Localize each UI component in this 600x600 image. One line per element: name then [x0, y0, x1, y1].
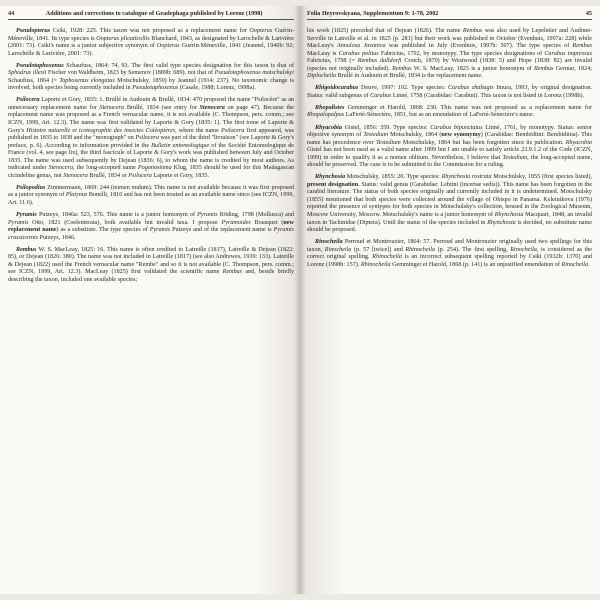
text-run: Pogonostoma [137, 165, 172, 172]
text-run: (Casale, 1988; Lorenz, 1998a). [178, 85, 256, 92]
text-run: Annulosa Javanica [336, 43, 386, 50]
text-run: Guérin-Méneville, 1841. Its type species is [8, 28, 294, 42]
text-run: Rhynchosia [487, 219, 516, 226]
text-run: Guérin-Méneville, 1841 (Jeannel, 1940b: 92; Larochelle & Larivière, 2001: 73). [8, 43, 294, 57]
text-run: Pyramis crassicornis [8, 227, 294, 241]
text-run: Crotch, 1870) by Westwood (1838: 5) and Hope (1838: 82) are invalid (species not originally included). [307, 58, 592, 72]
taxon-name: Rhyacobia [315, 124, 342, 131]
text-run: (p. 254). The first spelling, [435, 246, 511, 253]
text-run: Rhynchosia [494, 212, 524, 219]
text-run: Carabus zhabagis [448, 85, 494, 92]
text-run: Putzeys, 1846a: 523, 576. This name is a junior homonym of [36, 212, 198, 219]
text-run: , where the name [175, 127, 221, 134]
text-run: Taphoxenus elongatus [59, 77, 115, 84]
text-run: new replacement name [8, 219, 294, 234]
text-run: Brullé, 1834 (see entry for [124, 104, 200, 111]
text-run: Psilocera [220, 127, 245, 134]
left-page-header [8, 10, 294, 20]
text-run: present designation [307, 181, 359, 188]
text-run: , is considered as the correct original spelling. [307, 246, 593, 261]
taxon-name: Rhopalistes [315, 104, 345, 111]
text-run: Brullé in Audouin et Brullé, 1834 is the replacement name. [336, 73, 483, 80]
taxon-paragraph [8, 185, 294, 208]
text-run: Motschulsky, 1855: 20. Type species: [345, 174, 442, 181]
text-run: was also used by Lepeletier and Audinet-Serville in Latreille et al. in 1825 (p. 281) but their work was published in October (Evenhuis, 1997a: 228) while MacLeay's [307, 28, 592, 50]
text-run: Rhinocheila [405, 246, 436, 253]
text-run: Fischer von Waldheim, 1823 by Semenov (1889b: 689), not that of [46, 70, 215, 77]
text-run: Motschulsky, 1864 ( [388, 132, 442, 139]
text-run: Rembus dalldorfi [357, 58, 402, 65]
text-run: Gistel, 1856: 359. Type species: [341, 124, 431, 131]
taxon-paragraph [8, 212, 294, 242]
text-run: Laporte et Gory, 1835. [151, 172, 210, 179]
text-run: was published in July (Evenhuis, 1997b: 507). The type species of [385, 43, 573, 50]
taxon-paragraph [8, 97, 294, 180]
text-run: Bousquet ( [250, 219, 284, 226]
text-run: Putzeys, 1846. [38, 234, 76, 241]
text-run: Deuve, 1997: 192. Type species: [358, 85, 449, 92]
text-run: Pyramis [8, 219, 29, 226]
text-run: Oopterus [156, 43, 180, 50]
text-run: Fabricius, 1798 (= [307, 58, 358, 65]
text-run: Schaufuss, 1864 (= [8, 77, 60, 84]
text-run: Klug, 1835 should be used for this Madagascan cicindeline genus, not [8, 165, 294, 179]
text-run: Motschulsky, 1850) by Jeannel (1914: 237). No taxonomic change is involved, both species being currently included in [8, 77, 294, 92]
text-run: Pyramoides [221, 219, 251, 226]
text-run: on page 47). Because the replacement name was proposed as a French vernacular name, it is not available (C. Thompson, pers. comm.; see ICZN, 1999, Art. 12.3). The name was first validated by Laporte & Gory (1835: 1). The first tome of Laporte & Gory's [8, 104, 294, 134]
taxon-name: Psilocera [16, 97, 40, 104]
taxon-name: Stenocera [199, 104, 225, 111]
text-run: Platynus [65, 192, 88, 199]
text-run: Testedium [375, 139, 401, 146]
taxon-paragraph [8, 28, 294, 58]
text-run: , the long-accepted name, should be preserved. The case is to be submitted to the Commission for a ruling. [307, 154, 592, 169]
text-run: , the long-accepted name [73, 165, 138, 172]
taxon-name: Psilopodius [16, 184, 46, 191]
text-run: Germar, 1824; [553, 65, 592, 72]
taxon-name: Rembus [16, 246, 37, 253]
taxon-paragraph [307, 239, 592, 269]
text-run: Carabus bipunctatus [430, 124, 483, 131]
text-run: Stenocera [48, 165, 74, 172]
text-run: Rhinocheila [372, 254, 402, 261]
taxon-paragraph [8, 63, 294, 93]
page-number: 45 [585, 10, 592, 17]
text-run: Rinocheila [561, 261, 589, 268]
taxon-paragraph [307, 174, 592, 234]
text-run: Rembus [222, 269, 243, 276]
running-head: Additions and corrections to catalogue of Geadephaga published by Lorenz (1998) [45, 10, 263, 17]
taxon-name: Pseudotaphoxenus [16, 62, 64, 69]
text-run: is an incorrect subsequent spelling reported by Csiki (1932b: 1370) and Lorenz (1998b: 157). [307, 254, 592, 268]
text-run: Putzeys and of the replacement name is [170, 227, 274, 234]
text-run: Rembus [533, 65, 554, 72]
text-run: . Status: valid genus (Carabidae: Lebiini (incertae sedis)). This name has been forgotten in the carabid literature. The status of both species originally and currently included in it is undetermined. Motschulsky (1855) mentioned that both species were collected around the village of Obispo in Panama. Keleinikova (1976) reported the presence of syntypes for both species in Motschulsky's collection, housed in the Zoological Museum, Moscow University, Moscow. Motschulsky's name is a junior homonym of [307, 181, 592, 219]
book-gutter [294, 6, 306, 594]
text-run: Rembus [462, 28, 483, 34]
text-run: Rinocheila [324, 246, 352, 253]
text-run: Testedium [363, 132, 389, 139]
text-run: Linné, 1758 (Carabidae: Carabini). This taxon is not listed in Lorenz (1998b). [391, 92, 585, 99]
text-run: Rembus [572, 43, 592, 50]
text-run: was part of the third "livraison" (see Laporte & Gory's preface, p. 6). According to information provided in the [8, 135, 294, 149]
text-run: Histoire naturelle et iconographie des insectes Coléoptères [26, 127, 176, 134]
text-run: Carabus politus [338, 50, 379, 57]
text-run: W. S. MacLeay, 1825: 16. This name is often credited to Latreille (1817), Latreille & Dejean (1822: 85), or Dejean (1826: 380). The name was not included in Latreille (1817) (see also Andrewes, 1939: 133). Latreille & Dejean (1822) used the French vernacular name "Rembe" and so it is not available (C. Thompson, pers. comm.; see ICZN, 1999, Art. 12.3). MacLeay (1825) first validated the scientific name [8, 246, 294, 276]
text-run: Perroud et Montrouzier, 1864: 57. Perroud and Montrouzier originally used two spellings for this taxon, [307, 239, 592, 253]
right-page [300, 6, 600, 594]
text-run: Motschulsky, 1855 (first species listed), [491, 174, 592, 181]
text-run: Csiki, 1928: 225. This taxon was not proposed as a replacement name for [50, 28, 250, 34]
text-run: Rinocheila [510, 246, 537, 253]
text-run: Testedium [502, 154, 528, 161]
text-run: Pseudotaphoxenus [132, 85, 179, 92]
text-run: Brullé, 1834 or [87, 172, 129, 179]
text-run: MacLeay is [307, 50, 339, 57]
text-run: Rhopalopalpus [307, 112, 345, 119]
taxon-name: Rinocheila [315, 239, 343, 246]
text-run: Stenocera [63, 172, 88, 179]
text-run: is decided, no substitute name should be proposed. [307, 219, 592, 234]
taxon-paragraph [307, 125, 592, 170]
text-run: Gistel has not been used as a valid name after 1899 but I am unable to satisfy article 23.9.1.2 of the Code (ICZN, 1999) in order to qualify it as a nomen oblitum. Nevertheless, I believe that [307, 147, 592, 161]
taxon-paragraph [307, 105, 592, 120]
text-run: Laporte et Gory, 1835: 1. Brullé in Audouin & Brullé, 1834: 470 proposed the name "Psilocère" as an unnecessary replacement name for [8, 97, 294, 111]
text-run: Linné, 1761, by monotypy. Status: senior objective synonym of [307, 124, 592, 139]
text-run: Sphodrus illesii [8, 70, 47, 77]
text-run: Pyramis [197, 212, 218, 219]
text-run: Motschulsky, 1864 but has been forgotten since its publication. [400, 139, 566, 146]
text-run: . [588, 261, 590, 268]
text-run: first appeared, was published in 1835 to 1838 and the "monograph" on [8, 127, 294, 142]
text-run: Bonelli, 1810 and has not been treated as an available name since (see ICZN, 1999, Art. 11.6). [8, 192, 294, 206]
taxon-name: Pyramis [16, 212, 37, 219]
text-run: and, beside briefly describing the taxon, included one available species; [8, 269, 295, 283]
taxon-paragraph [307, 85, 592, 100]
right-text-column [307, 28, 592, 269]
text-run: Fabricius, 1792, by monotypy. The type species designations of [378, 50, 545, 57]
text-run: Pseudotaphoxenus motschulskyi [214, 70, 294, 77]
text-run: of the Société Entomologique de France (vol. 4, see page lix), the third fascicule of Laporte & Gory's work was published between July and October 1835. The name was used subsequently by Dejean (1836: 6), to whom the name is credited by most authors. As indicated under [8, 142, 294, 172]
text-run: ) (Carabidae: Bembidiini: Bembidiina). This name has precedence over [307, 132, 593, 146]
text-run: Rhyacobia [565, 139, 592, 146]
text-run: Rhinocheila [360, 261, 391, 268]
taxon-paragraph [307, 28, 592, 81]
text-run: Psilocera [135, 135, 159, 142]
text-run: Schaufuss, 1864: 74, 93. The first valid type species designation for this taxon is that of [63, 62, 294, 69]
right-page-header [307, 10, 592, 20]
text-run: Macquart, 1848, an invalid taxon in Tachinidae (Diptera). Until the status of the species included in [307, 212, 592, 226]
text-run: Gemminger et Harold, 1868 (p. 141) is an unjustified emendation of [390, 261, 562, 268]
text-run: Blanchard, 1843, as designated by Larochelle & Larivière (2001: 73). Csiki's name is a junior subjective synonym of [8, 35, 294, 50]
text-run: Pyramis [149, 227, 171, 234]
left-text-column [8, 28, 294, 284]
text-run: Rhynchosia rostrata [441, 174, 492, 181]
text-run: Carabus [370, 92, 392, 99]
text-run: Oopterus plicaticollis [96, 35, 150, 42]
taxon-paragraph [8, 247, 294, 285]
text-run: new synonymy [441, 132, 481, 139]
text-run: Psilocera [128, 172, 152, 179]
page-number: 44 [8, 10, 15, 17]
text-run: Diplocheila [307, 73, 336, 80]
text-run: LaFerté-Sénectère, 1851, but as an emendation of LaFerté-Sénectère's name. [344, 112, 535, 119]
text-run: ) as a substitute. The type species of [56, 227, 150, 234]
text-run: Otto, 1821 (Coelenterata), both available but invalid taxa. I propose [28, 219, 222, 226]
text-run: Stenocera [99, 104, 125, 111]
text-run: Rembus [392, 65, 412, 72]
text-run: Oopterus [249, 28, 273, 34]
text-run: (p. 57 [twice]) and [351, 246, 406, 253]
text-run: W. S. MacLeay, 1825 is a junior homonym of [411, 65, 534, 72]
text-run: Zimmermann, 1869: 244 (nomen nudum). This name is not available because it was first proposed as a junior synonym of [8, 184, 294, 199]
taxon-name: Rhigoidocarabus [315, 85, 359, 92]
taxon-name: Rhynchosia [315, 174, 346, 181]
text-run: Carabus impressus [544, 50, 592, 57]
text-run: his work (1825) preceded that of Dejean (1826). The name [307, 28, 463, 34]
text-run: Gemminger et Harold, 1868: 230. This name was not proposed as a replacement name for [344, 104, 592, 111]
text-run: Bulletin entomologique [151, 142, 210, 149]
left-page [0, 6, 300, 594]
taxon-name: Pseudopterus [16, 28, 51, 34]
running-head: Folia Heyrovskyana, Supplementum 9: 1-78, 2002 [307, 10, 439, 17]
text-run: Röding, 1798 (Mollusca) and [217, 212, 294, 219]
text-run: Imura, 1993, by original designation. Status: valid subgenus of [307, 85, 592, 99]
